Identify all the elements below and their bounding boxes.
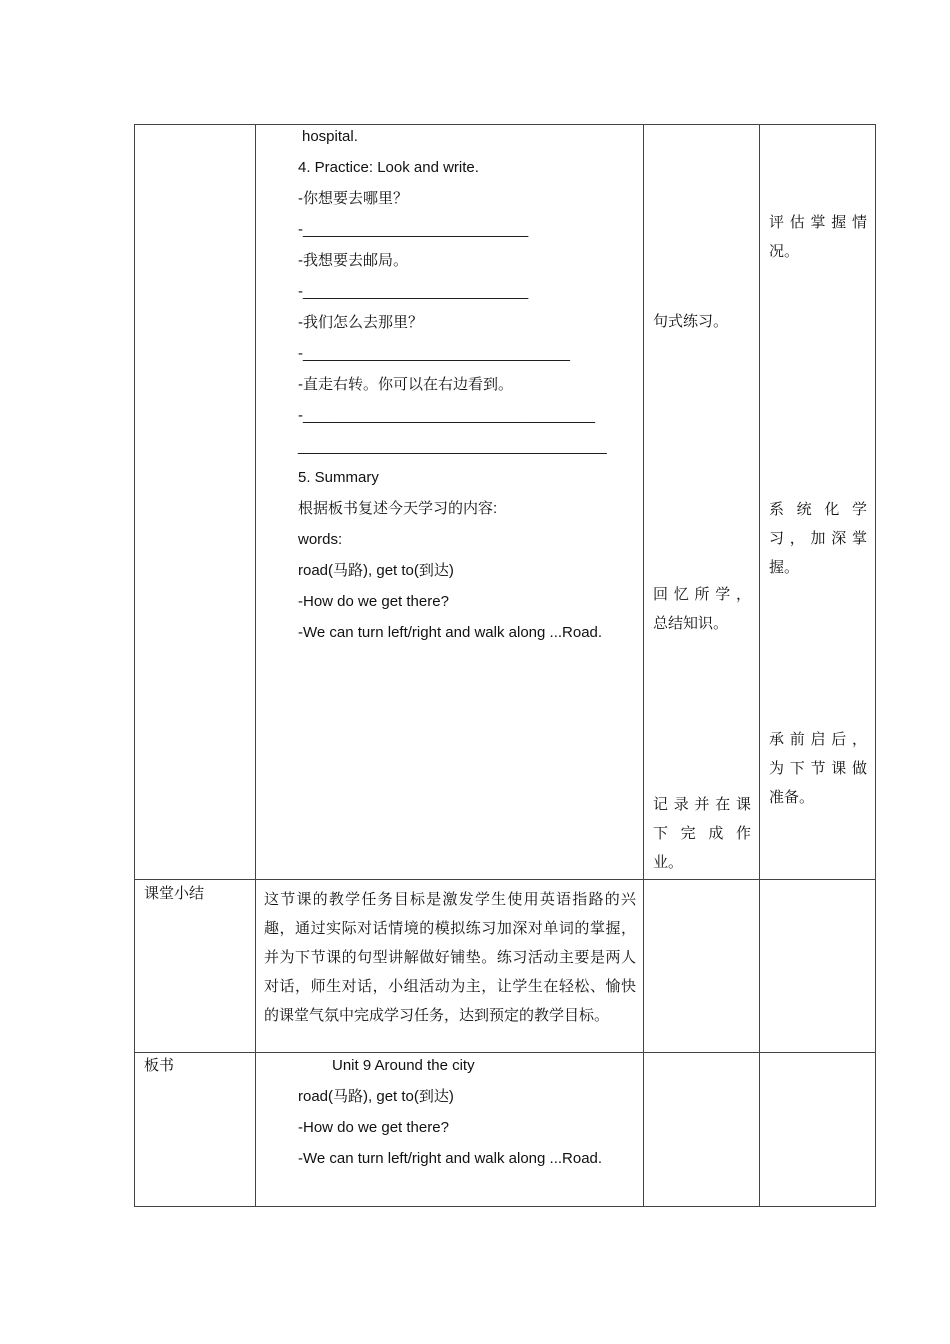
- content-line: -How do we get there?: [298, 593, 449, 610]
- board-row: [135, 1053, 876, 1207]
- board-line: -How do we get there?: [298, 1119, 449, 1136]
- blank-line: -________________________________: [298, 345, 570, 362]
- content-line: -直走右转。你可以在右边看到。: [298, 376, 513, 393]
- content-line: road(马路), get to(到达): [298, 562, 454, 579]
- content-line: hospital.: [302, 128, 358, 145]
- purpose-note-line: 准备。: [769, 789, 815, 806]
- content-line: 根据板书复述今天学习的内容:: [298, 500, 498, 517]
- board-label: 板书: [144, 1057, 175, 1074]
- summary-label-cell: [135, 880, 256, 1053]
- summary-text: 这节课的教学任务目标是激发学生使用英语指路的兴趣，通过实际对话情境的模拟练习加深对单词的掌握，并为下节课的句型讲解做好铺垫。练习活动主要是两人对话，师生对话，小组活动为主，让学生在轻松、愉快的课堂气氛中完成学习任务，达到预定的教学目标。: [264, 891, 636, 1024]
- board-label-cell: [135, 1053, 256, 1207]
- board-line: -We can turn left/right and walk along ...Road.: [298, 1150, 603, 1167]
- process-label-cell: [135, 125, 256, 880]
- board-title: Unit 9 Around the city: [332, 1057, 475, 1074]
- activity-note-line: 句式练习。: [653, 313, 729, 330]
- activity-note-line: 下完成作: [653, 825, 751, 842]
- lesson-plan-table: [134, 124, 876, 1207]
- process-purpose-cell: [760, 125, 876, 880]
- purpose-note-line: 为下节课做: [769, 760, 867, 777]
- summary-label: 课堂小结: [144, 885, 205, 902]
- purpose-note-line: 承前启后，: [769, 731, 867, 748]
- activity-note-line: 业。: [653, 854, 684, 871]
- summary-row: [135, 880, 876, 1053]
- content-line: -我想要去邮局。: [298, 252, 408, 269]
- blank-line: -___________________________: [298, 221, 529, 238]
- activity-note-line: 记录并在课: [653, 796, 751, 813]
- summary-paragraph: [264, 885, 636, 1030]
- purpose-note-line: 握。: [769, 559, 800, 576]
- process-row: [135, 125, 876, 880]
- purpose-note-line: 评估掌握情: [769, 214, 867, 231]
- purpose-note-line: 习，加深掌: [769, 530, 867, 547]
- content-line: words:: [298, 531, 343, 548]
- content-line: -We can turn left/right and walk along ...Road.: [298, 624, 603, 641]
- board-content-cell: [256, 1053, 644, 1207]
- activity-note-line: 回忆所学，: [653, 586, 751, 603]
- content-line: -我们怎么去那里？: [298, 314, 423, 331]
- content-line: 4. Practice: Look and write.: [298, 159, 479, 176]
- purpose-note-line: 系统化学: [769, 501, 867, 518]
- summary-empty-cell: [760, 880, 876, 1053]
- board-empty-cell: [644, 1053, 760, 1207]
- content-line: -你想要去哪里？: [298, 190, 408, 207]
- blank-line: _____________________________________: [298, 438, 607, 455]
- process-content-cell: [256, 125, 644, 880]
- blank-line: -___________________________________: [298, 407, 595, 424]
- summary-empty-cell: [644, 880, 760, 1053]
- board-line: road(马路), get to(到达): [298, 1088, 454, 1105]
- summary-text-cell: [256, 880, 644, 1053]
- blank-line: -___________________________: [298, 283, 529, 300]
- board-empty-cell: [760, 1053, 876, 1207]
- process-activity-cell: [644, 125, 760, 880]
- activity-note-line: 总结知识。: [653, 615, 729, 632]
- purpose-note-line: 况。: [769, 243, 800, 260]
- content-line: 5. Summary: [298, 469, 379, 486]
